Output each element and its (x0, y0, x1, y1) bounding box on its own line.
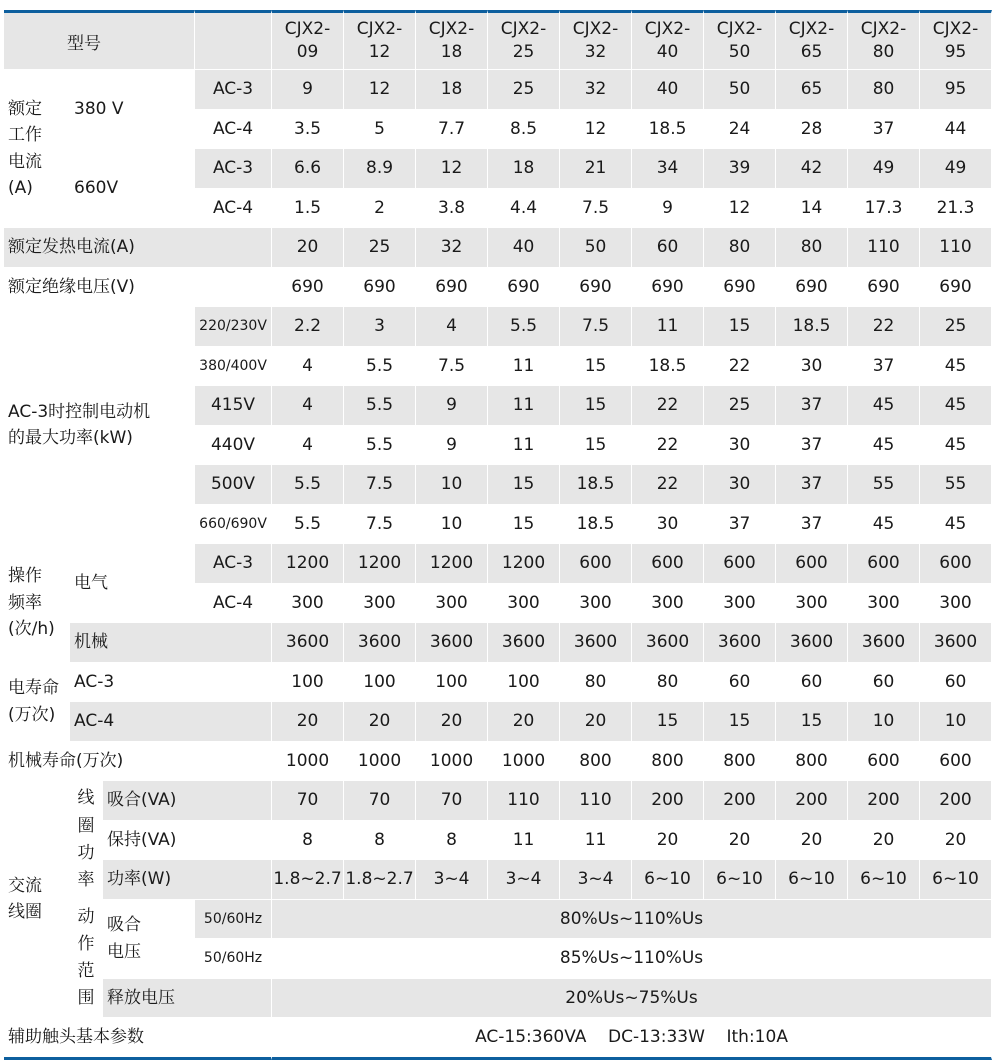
value-cell: 60 (920, 663, 992, 703)
value-cell: 55 (920, 465, 992, 505)
value-cell: 32 (416, 228, 488, 268)
value-cell: 5.5 (272, 465, 344, 505)
action-range-label: 动 作 范 围 (70, 900, 103, 1019)
electrical-life-row (4, 702, 992, 742)
value-cell: 60 (704, 663, 776, 703)
value-cell: 20 (704, 821, 776, 861)
value-cell: 60 (632, 228, 704, 268)
value-cell: 8.5 (488, 110, 560, 150)
value-cell: 45 (848, 386, 920, 426)
value-cell: 2 (344, 189, 416, 229)
value-cell: 100 (416, 663, 488, 703)
value-cell: 3.8 (416, 189, 488, 229)
value-cell: 690 (488, 268, 560, 308)
voltage-380-label: 380 V (70, 70, 195, 149)
value-cell: 25 (704, 386, 776, 426)
motor-power-label: AC-3时控制电动机 的最大功率(kW) (4, 307, 195, 544)
value-cell: 3600 (632, 623, 704, 663)
insulation-voltage-row (4, 268, 992, 308)
value-cell: 690 (920, 268, 992, 308)
value-cell: 18.5 (560, 505, 632, 545)
value-cell: 1.8~2.7 (344, 860, 416, 900)
value-cell: 80 (704, 228, 776, 268)
value-cell: 11 (488, 386, 560, 426)
value-cell: 1200 (488, 544, 560, 584)
value-cell: 300 (776, 584, 848, 624)
voltage-label: 660/690V (195, 505, 272, 545)
value-cell: 11 (488, 426, 560, 466)
value-cell: 110 (560, 781, 632, 821)
value-cell: 70 (272, 781, 344, 821)
value-cell: 7.5 (560, 189, 632, 229)
value-cell: 34 (632, 149, 704, 189)
value-cell: 690 (272, 268, 344, 308)
value-cell: 3600 (704, 623, 776, 663)
value-cell: 50 (704, 70, 776, 110)
value-cell: 600 (848, 544, 920, 584)
value-cell: 6~10 (776, 860, 848, 900)
value-cell: 12 (416, 149, 488, 189)
value-cell: 40 (488, 228, 560, 268)
value-cell: 45 (920, 505, 992, 545)
value-cell: 20 (272, 228, 344, 268)
value-cell: 21 (560, 149, 632, 189)
ac3-label: AC-3 (70, 663, 272, 703)
mechanical-label: 机械 (70, 623, 272, 663)
value-cell: 800 (560, 742, 632, 782)
value-cell: 690 (632, 268, 704, 308)
aux-contact-value: AC-15:360VA DC-13:33W Ith:10A (272, 1018, 992, 1060)
value-cell: 5.5 (344, 347, 416, 387)
ac4-label: AC-4 (195, 110, 272, 150)
value-cell: 80 (632, 663, 704, 703)
value-cell: 1.5 (272, 189, 344, 229)
value-cell: 600 (560, 544, 632, 584)
value-cell: 12 (704, 189, 776, 229)
value-cell: 45 (848, 505, 920, 545)
value-cell: 6~10 (704, 860, 776, 900)
rated-current-label: 额定 工作 电流 (A) (4, 70, 70, 228)
value-cell: 110 (488, 781, 560, 821)
value-cell: 100 (488, 663, 560, 703)
value-cell: 20 (272, 702, 344, 742)
value-cell: 17.3 (848, 189, 920, 229)
value-cell: 18 (416, 70, 488, 110)
value-cell: 10 (920, 702, 992, 742)
value-cell: 6.6 (272, 149, 344, 189)
value-cell: 12 (560, 110, 632, 150)
value-cell: 22 (632, 426, 704, 466)
ac3-label: AC-3 (195, 70, 272, 110)
value-cell: 24 (704, 110, 776, 150)
value-cell: 800 (776, 742, 848, 782)
value-cell: 3600 (272, 623, 344, 663)
frequency-label: 50/60Hz (195, 939, 272, 979)
value-cell: 1000 (272, 742, 344, 782)
frequency-label: 50/60Hz (195, 900, 272, 940)
spec-table-container (4, 10, 992, 1060)
value-cell: 3~4 (560, 860, 632, 900)
value-cell: 22 (632, 386, 704, 426)
value-cell: 37 (776, 505, 848, 545)
value-cell: 45 (920, 386, 992, 426)
value-cell: 9 (416, 386, 488, 426)
value-cell: 15 (776, 702, 848, 742)
value-cell: 20 (560, 702, 632, 742)
rated-current-row (4, 149, 992, 189)
value-cell: 200 (848, 781, 920, 821)
value-cell: 11 (488, 821, 560, 861)
value-cell: 3600 (848, 623, 920, 663)
coil-power-row (4, 781, 992, 821)
value-cell: 15 (560, 347, 632, 387)
value-cell: 4 (416, 307, 488, 347)
value-cell: 200 (920, 781, 992, 821)
value-cell: 100 (344, 663, 416, 703)
value-cell: 690 (416, 268, 488, 308)
value-cell: 18.5 (632, 347, 704, 387)
power-w-label: 功率(W) (103, 860, 272, 900)
model-header: CJX2- 40 (632, 10, 704, 70)
value-cell: 300 (632, 584, 704, 624)
value-cell: 18 (488, 149, 560, 189)
value-cell: 7.5 (344, 505, 416, 545)
op-frequency-row (4, 544, 992, 584)
voltage-label: 415V (195, 386, 272, 426)
value-cell: 20 (848, 821, 920, 861)
value-cell: 3600 (560, 623, 632, 663)
action-range-row (4, 979, 992, 1019)
value-cell: 37 (776, 426, 848, 466)
model-header: CJX2- 09 (272, 10, 344, 70)
value-cell: 3600 (920, 623, 992, 663)
value-cell: 8 (344, 821, 416, 861)
value-cell: 600 (632, 544, 704, 584)
value-cell: 3600 (344, 623, 416, 663)
mechanical-life-label: 机械寿命(万次) (4, 742, 272, 782)
value-cell: 22 (632, 465, 704, 505)
value-cell: 1000 (416, 742, 488, 782)
value-cell: 4 (272, 426, 344, 466)
value-cell: 3.5 (272, 110, 344, 150)
value-cell: 60 (776, 663, 848, 703)
value-cell: 200 (632, 781, 704, 821)
value-cell: 9 (632, 189, 704, 229)
ac4-label: AC-4 (195, 189, 272, 229)
value-cell: 690 (848, 268, 920, 308)
voltage-label: 500V (195, 465, 272, 505)
value-cell: 20 (488, 702, 560, 742)
rated-current-row (4, 70, 992, 110)
value-cell: 28 (776, 110, 848, 150)
action-range-row (4, 900, 992, 940)
value-cell: 300 (704, 584, 776, 624)
value-cell: 15 (704, 702, 776, 742)
value-cell: 12 (344, 70, 416, 110)
value-cell: 70 (344, 781, 416, 821)
ac3-label: AC-3 (195, 544, 272, 584)
release-voltage-label: 释放电压 (103, 979, 272, 1019)
model-header: CJX2- 65 (776, 10, 848, 70)
model-header: CJX2- 80 (848, 10, 920, 70)
value-cell: 4 (272, 347, 344, 387)
value-cell: 9 (416, 426, 488, 466)
coil-power-row (4, 860, 992, 900)
voltage-label: 380/400V (195, 347, 272, 387)
value-cell: 110 (848, 228, 920, 268)
value-cell: 30 (704, 426, 776, 466)
value-cell: 100 (272, 663, 344, 703)
value-cell: 20 (416, 702, 488, 742)
value-cell: 45 (848, 426, 920, 466)
pickup-voltage-range-1: 80%Us~110%Us (272, 900, 992, 940)
electrical-label: 电气 (70, 544, 195, 623)
electrical-life-row (4, 663, 992, 703)
value-cell: 22 (704, 347, 776, 387)
value-cell: 10 (416, 505, 488, 545)
value-cell: 25 (920, 307, 992, 347)
value-cell: 1000 (344, 742, 416, 782)
value-cell: 37 (776, 465, 848, 505)
value-cell: 1.8~2.7 (272, 860, 344, 900)
value-cell: 21.3 (920, 189, 992, 229)
value-cell: 80 (776, 228, 848, 268)
value-cell: 3600 (488, 623, 560, 663)
value-cell: 37 (704, 505, 776, 545)
value-cell: 14 (776, 189, 848, 229)
value-cell: 690 (344, 268, 416, 308)
model-header: CJX2- 18 (416, 10, 488, 70)
ac-coil-label: 交流 线圈 (4, 781, 70, 1018)
value-cell: 200 (776, 781, 848, 821)
value-cell: 25 (488, 70, 560, 110)
model-label: 型号 (4, 10, 195, 70)
value-cell: 15 (488, 465, 560, 505)
value-cell: 600 (920, 544, 992, 584)
value-cell: 200 (704, 781, 776, 821)
value-cell: 22 (848, 307, 920, 347)
insulation-voltage-label: 额定绝缘电压(V) (4, 268, 272, 308)
value-cell: 42 (776, 149, 848, 189)
value-cell: 8.9 (344, 149, 416, 189)
value-cell: 600 (704, 544, 776, 584)
op-frequency-label: 操作 频率 (次/h) (4, 544, 70, 663)
value-cell: 11 (488, 347, 560, 387)
ac3-label: AC-3 (195, 149, 272, 189)
value-cell: 30 (632, 505, 704, 545)
aux-contact-label: 辅助触头基本参数 (4, 1018, 272, 1060)
model-header: CJX2- 25 (488, 10, 560, 70)
value-cell: 6~10 (848, 860, 920, 900)
aux-contact-row (4, 1018, 992, 1060)
value-cell: 18.5 (632, 110, 704, 150)
value-cell: 80 (560, 663, 632, 703)
value-cell: 32 (560, 70, 632, 110)
voltage-label: 440V (195, 426, 272, 466)
value-cell: 800 (704, 742, 776, 782)
value-cell: 37 (848, 347, 920, 387)
value-cell: 7.5 (560, 307, 632, 347)
contactor-spec-table (4, 10, 992, 1060)
value-cell: 300 (920, 584, 992, 624)
value-cell: 45 (920, 347, 992, 387)
value-cell: 18.5 (776, 307, 848, 347)
value-cell: 5.5 (488, 307, 560, 347)
value-cell: 6~10 (632, 860, 704, 900)
value-cell: 15 (560, 386, 632, 426)
value-cell: 300 (272, 584, 344, 624)
value-cell: 300 (560, 584, 632, 624)
value-cell: 11 (632, 307, 704, 347)
value-cell: 7.7 (416, 110, 488, 150)
value-cell: 45 (920, 426, 992, 466)
value-cell: 15 (704, 307, 776, 347)
value-cell: 37 (776, 386, 848, 426)
value-cell: 30 (776, 347, 848, 387)
value-cell: 18.5 (560, 465, 632, 505)
value-cell: 5.5 (344, 426, 416, 466)
value-cell: 300 (848, 584, 920, 624)
value-cell: 4.4 (488, 189, 560, 229)
value-cell: 4 (272, 386, 344, 426)
value-cell: 80 (848, 70, 920, 110)
hold-va-label: 保持(VA) (103, 821, 272, 861)
value-cell: 5.5 (344, 386, 416, 426)
release-voltage-range: 20%Us~75%Us (272, 979, 992, 1019)
value-cell: 300 (488, 584, 560, 624)
value-cell: 25 (344, 228, 416, 268)
value-cell: 8 (416, 821, 488, 861)
header-blank (195, 10, 272, 70)
value-cell: 600 (848, 742, 920, 782)
value-cell: 5 (344, 110, 416, 150)
value-cell: 70 (416, 781, 488, 821)
value-cell: 300 (344, 584, 416, 624)
value-cell: 300 (416, 584, 488, 624)
pickup-voltage-range-2: 85%Us~110%Us (272, 939, 992, 979)
pickup-va-label: 吸合(VA) (103, 781, 272, 821)
mechanical-life-row (4, 742, 992, 782)
value-cell: 3 (344, 307, 416, 347)
value-cell: 65 (776, 70, 848, 110)
value-cell: 15 (560, 426, 632, 466)
electrical-life-label: 电寿命 (万次) (4, 663, 70, 742)
value-cell: 30 (704, 465, 776, 505)
model-header: CJX2- 95 (920, 10, 992, 70)
thermal-current-row (4, 228, 992, 268)
value-cell: 49 (848, 149, 920, 189)
value-cell: 3600 (776, 623, 848, 663)
value-cell: 800 (632, 742, 704, 782)
value-cell: 8 (272, 821, 344, 861)
value-cell: 690 (560, 268, 632, 308)
value-cell: 49 (920, 149, 992, 189)
value-cell: 110 (920, 228, 992, 268)
value-cell: 20 (920, 821, 992, 861)
value-cell: 5.5 (272, 505, 344, 545)
value-cell: 37 (848, 110, 920, 150)
header-row (4, 10, 992, 70)
value-cell: 60 (848, 663, 920, 703)
value-cell: 11 (560, 821, 632, 861)
value-cell: 690 (704, 268, 776, 308)
model-header: CJX2- 50 (704, 10, 776, 70)
op-frequency-row (4, 623, 992, 663)
model-header: CJX2- 12 (344, 10, 416, 70)
value-cell: 20 (344, 702, 416, 742)
value-cell: 1200 (272, 544, 344, 584)
value-cell: 44 (920, 110, 992, 150)
ac4-label: AC-4 (70, 702, 272, 742)
motor-power-row (4, 307, 992, 347)
value-cell: 2.2 (272, 307, 344, 347)
pickup-voltage-label: 吸合 电压 (103, 900, 195, 979)
value-cell: 690 (776, 268, 848, 308)
value-cell: 40 (632, 70, 704, 110)
value-cell: 15 (488, 505, 560, 545)
thermal-current-label: 额定发热电流(A) (4, 228, 272, 268)
coil-power-row (4, 821, 992, 861)
value-cell: 1000 (488, 742, 560, 782)
model-header: CJX2- 32 (560, 10, 632, 70)
value-cell: 55 (848, 465, 920, 505)
value-cell: 10 (416, 465, 488, 505)
value-cell: 7.5 (344, 465, 416, 505)
value-cell: 20 (632, 821, 704, 861)
value-cell: 600 (920, 742, 992, 782)
value-cell: 1200 (416, 544, 488, 584)
voltage-label: 220/230V (195, 307, 272, 347)
ac4-label: AC-4 (195, 584, 272, 624)
value-cell: 20 (776, 821, 848, 861)
value-cell: 600 (776, 544, 848, 584)
value-cell: 3~4 (488, 860, 560, 900)
voltage-660-label: 660V (70, 149, 195, 228)
value-cell: 50 (560, 228, 632, 268)
value-cell: 3600 (416, 623, 488, 663)
value-cell: 15 (632, 702, 704, 742)
coil-power-label: 线 圈 功 率 (70, 781, 103, 900)
value-cell: 95 (920, 70, 992, 110)
value-cell: 1200 (344, 544, 416, 584)
value-cell: 10 (848, 702, 920, 742)
value-cell: 7.5 (416, 347, 488, 387)
value-cell: 6~10 (920, 860, 992, 900)
value-cell: 39 (704, 149, 776, 189)
value-cell: 3~4 (416, 860, 488, 900)
value-cell: 9 (272, 70, 344, 110)
